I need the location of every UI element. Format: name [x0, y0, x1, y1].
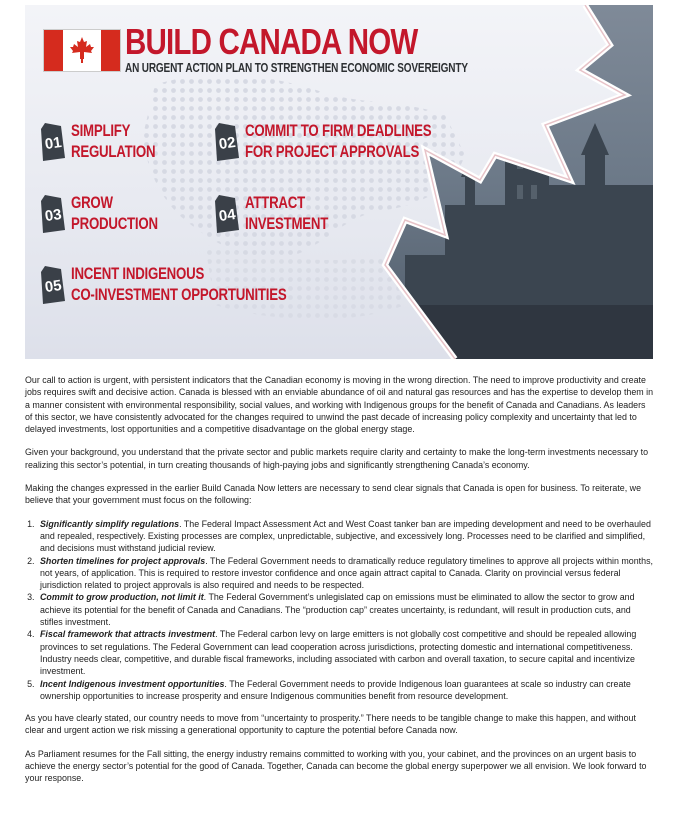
list-item-text: . The Federal Government needs to provide Indigenous loan guarantees at scale so industry can create ownership opportunities to increase prosperity and ensure Indigenous communities benefit from resource development. — [40, 678, 631, 701]
svg-text:03: 03 — [43, 205, 63, 226]
banner-item-commit-deadlines — [215, 120, 475, 164]
item-line2: FOR PROJECT APPROVALS — [245, 142, 420, 161]
number-badge-icon — [41, 195, 65, 233]
list-item-text: . The Federal carbon levy on large emitters is not globally cost competitive and should be repealed allowing provinces to set regulations. The Federal Government can lead cooperation across jurisdictions, protecting domestic and international competitiveness. Industry needs clear, competitive, and durable fiscal frameworks, including associated with carbon and overall taxation, to secure capital and incentivize investment. — [40, 629, 637, 677]
paragraph: As you have clearly stated, our country needs to move from “uncertainty to prosperity.” There needs to be tangible change to make this happen, and without clear and urgent action we risk missing a generational opportunity to capture the potential before Canada now. — [25, 713, 636, 736]
paragraph: Given your background, you understand that the private sector and public markets require clarity and certainty to make the long-term investments necessary to realizing this sector’s potential, in turn creating thousands of high-paying jobs and significantly strengthening Canada’s economy. — [25, 447, 649, 470]
item-line2: PRODUCTION — [71, 214, 158, 233]
number-badge-icon — [215, 123, 239, 161]
banner-item-attract-investment — [215, 192, 395, 236]
banner-subtitle: AN URGENT ACTION PLAN TO STRENGTHEN ECONOMIC SOVEREIGNTY — [125, 60, 468, 75]
number-badge-icon — [41, 266, 65, 304]
list-item — [37, 678, 655, 703]
list-item-lead: Commit to grow production, not limit it — [40, 592, 204, 603]
item-line1: INCENT INDIGENOUS — [71, 264, 205, 283]
priority-list — [25, 518, 655, 702]
list-item-lead: Fiscal framework that attracts investment — [40, 629, 216, 640]
banner-item-grow-production — [41, 192, 221, 236]
paragraph: Our call to action is urgent, with persistent indicators that the Canadian economy is moving in the wrong direction. The need to improve productivity and create jobs requires swift and decisive action. Canada is blessed with an enviable abundance of oil and natural gas resources and has the expertise to develop them in a manner consistent with environmental responsibility, social values, and working with Indigenous groups for the benefit of Canada and Canadians. As leaders of this sector, we have consistently advocated for the changes required to unwind the past decade of increasing policy complexity and uncertainty that led to delayed investments, lost opportunities and a competitive disadvantage on the global energy stage. — [25, 375, 654, 435]
banner-title: BUILD CANADA NOW — [125, 21, 418, 62]
number-badge-icon — [215, 195, 239, 233]
svg-text:01: 01 — [43, 133, 63, 154]
canada-flag-icon — [43, 29, 121, 72]
item-line2: REGULATION — [71, 142, 156, 161]
list-item-lead: Shorten timelines for project approvals — [40, 555, 206, 566]
item-line1: SIMPLIFY — [71, 121, 131, 140]
list-item-text: . The Federal Government needs to dramatically reduce regulatory timelines to approve all projects within months, not years, of application. This is required to restore investor confidence and once again attract capital to Canada. Clarity on provincial versus federal jurisdiction related to project approvals is also required and needs to be respected. — [40, 555, 653, 591]
svg-text:05: 05 — [43, 276, 63, 297]
item-line2: INVESTMENT — [245, 214, 329, 233]
list-item — [37, 518, 655, 555]
svg-text:02: 02 — [217, 133, 237, 154]
paragraph: Making the changes expressed in the earlier Build Canada Now letters are necessary to send clear signals that Canada is open for business. To reiterate, we believe that your government must focus on the following: — [25, 483, 642, 506]
list-item — [37, 591, 655, 628]
item-line1: COMMIT TO FIRM DEADLINES — [245, 121, 432, 140]
letter-body — [25, 374, 655, 796]
banner-item-simplify-regulation — [41, 120, 221, 164]
list-item — [37, 555, 655, 592]
banner — [25, 5, 653, 359]
list-item — [37, 628, 655, 677]
item-line1: GROW — [71, 193, 113, 212]
item-line1: ATTRACT — [245, 193, 305, 212]
banner-item-incent-indigenous — [41, 263, 301, 307]
list-item-lead: Significantly simplify regulations — [40, 518, 180, 529]
list-item-text: . The Federal Government’s unlegislated cap on emissions must be eliminated to allow the sector to grow and achieve its potential for the benefit of Canada and Canadians. The “production cap” creates uncertainty, is redundant, will result in production cuts, and stifles investment. — [40, 592, 635, 628]
paragraph: As Parliament resumes for the Fall sitting, the energy industry remains committed to working with you, your cabinet, and the provinces on an urgent basis to achieve the energy sector’s potential for the good of Canada. Together, Canada can become the global energy superpower we all envision. We look forward to your response. — [25, 748, 647, 784]
item-line2: CO-INVESTMENT OPPORTUNITIES — [71, 285, 287, 304]
svg-text:04: 04 — [217, 205, 237, 226]
list-item-lead: Incent Indigenous investment opportunities — [40, 678, 225, 689]
list-item-text: . The Federal Impact Assessment Act and West Coast tanker ban are impeding development and need to be overhauled and repealed, respectively. Existing processes are complex, unpredictable, subjective, and excessively long. Processes need to be clarified and simplified, and decisions must withstand judicial review. — [40, 518, 651, 554]
number-badge-icon — [41, 123, 65, 161]
